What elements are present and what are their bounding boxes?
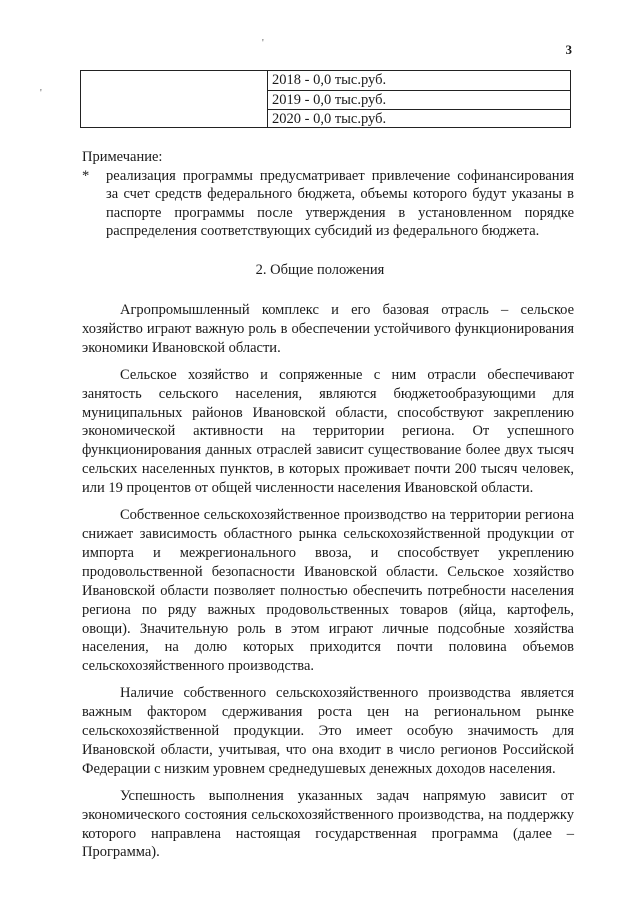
- note-text-block: [82, 167, 574, 241]
- section-title: 2. Общие положения: [255, 262, 385, 278]
- scan-speck: ': [262, 38, 264, 49]
- funding-values-cell: [268, 71, 570, 127]
- paragraph-3: Собственное сельскохозяйственное производство на территории региона снижает зависимость областного рынка сельскохозяйственной продукции от импорта и межрегионального ввоза, и способствует укреплению продовольственной безопасности Ивановской области. Сельское хозяйство Ивановской области позволяет полностью обеспечить потребности населения региона по ряду важных продовольственных товаров (яйца, картофель, овощи). Значительную роль в этом играют личные подсобные хозяйства населения, на долю которых приходится почти половина объемов сельскохозяйственного производства.: [82, 507, 574, 675]
- paragraph-4: Наличие собственного сельскохозяйственного производства является важным фактором сдерживания роста цен на региональном рынке сельскохозяйственной продукции. Это имеет особую значимость для Ивановской области, учитывая, что она входит в число регионов Российской Федерации с низким уровнем среднедушевых денежных доходов населения.: [82, 685, 574, 777]
- funding-line-2020: 2020 - 0,0 тыс.руб.: [268, 109, 570, 128]
- funding-line-2018: 2018 - 0,0 тыс.руб.: [272, 72, 387, 88]
- paragraph-1: Агропромышленный комплекс и его базовая отрасль – сельское хозяйство играют важную роль в обеспечении устойчивого функционирования экономики Ивановской области.: [82, 302, 574, 356]
- paragraph-5: Успешность выполнения указанных задач напрямую зависит от экономического состояния сельскохозяйственного производства, на поддержку которого направлена настоящая государственная программа (далее – Программа).: [82, 787, 574, 861]
- note-text: реализация программы предусматривает привлечение софинансирования за счет средств федерального бюджета, объемы которого будут указаны в паспорте программы после утверждения в установленном порядке распределения соответствующих субсидий из федерального бюджета.: [106, 167, 574, 239]
- paragraph-2: Сельское хозяйство и сопряженные с ним отрасли обеспечивают занятость сельского населения, являются бюджетообразующими для муниципальных районов Ивановской области, способствуют закреплению экономической активности на территории региона. От успешного функционирования данных отраслей зависит существование более двух тысяч сельских населенных пунктов, в которых проживает почти 200 тысяч человек, или 19 процентов от общей численности населения Ивановской области.: [82, 366, 574, 497]
- body-text: [82, 293, 574, 862]
- funding-table: [80, 70, 571, 128]
- page-number: 3: [565, 42, 572, 57]
- funding-line-2019: 2019 - 0,0 тыс.руб.: [268, 90, 570, 109]
- funding-label-cell: [81, 71, 268, 127]
- scan-speck: ': [40, 88, 42, 99]
- note-heading: Примечание:: [82, 149, 163, 165]
- note-marker: *: [82, 167, 90, 184]
- note-block: [82, 148, 574, 241]
